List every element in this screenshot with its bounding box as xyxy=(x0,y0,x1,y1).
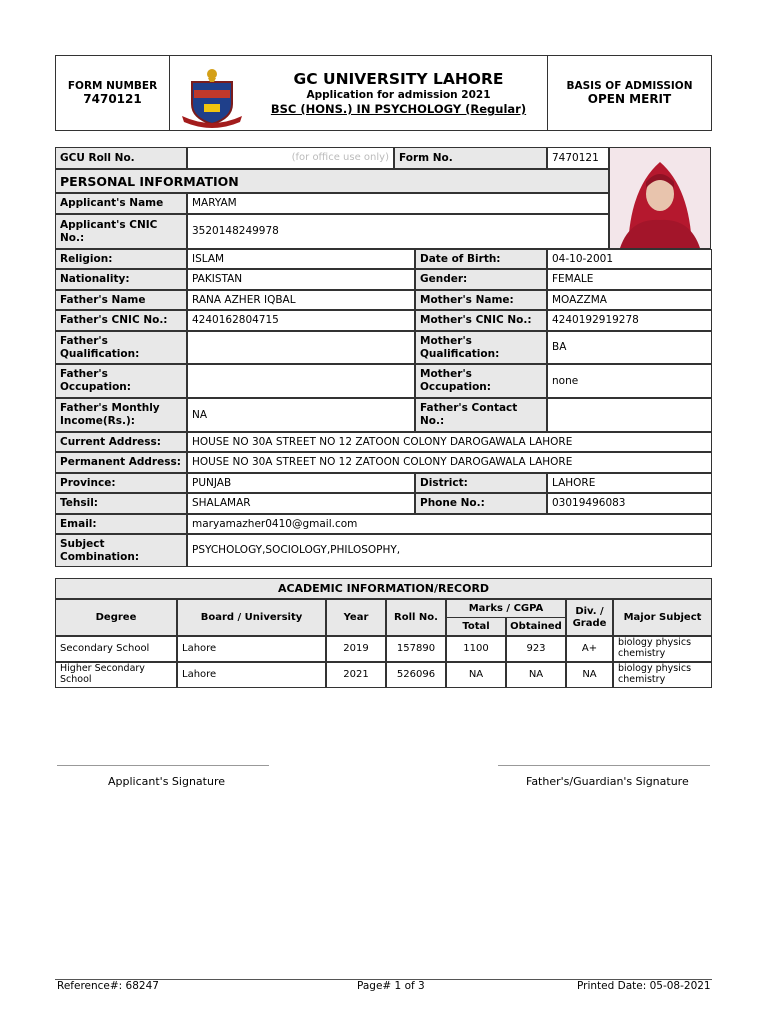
university-logo xyxy=(170,56,250,130)
applicant-name-value: MARYAM xyxy=(187,193,609,214)
major-cell: biology physics chemistry xyxy=(613,636,712,662)
mother-qualification-value: BA xyxy=(547,331,712,364)
degree-cell: Higher Secondary School xyxy=(55,662,177,688)
division-cell: NA xyxy=(566,662,613,688)
basis-value: OPEN MERIT xyxy=(587,92,672,106)
applicant-cnic-value: 3520148249978 xyxy=(187,214,609,249)
father-occupation-label: Father's Occupation: xyxy=(55,364,187,398)
mother-qualification-label: Mother's Qualification: xyxy=(415,331,547,364)
year-cell: 2021 xyxy=(326,662,386,688)
father-cnic-value: 4240162804715 xyxy=(187,310,415,331)
dob-value: 04-10-2001 xyxy=(547,249,712,269)
section-title: PERSONAL INFORMATION xyxy=(55,169,609,193)
roll-cell: 157890 xyxy=(386,636,446,662)
program-name: BSC (HONS.) IN PSYCHOLOGY (Regular) xyxy=(270,102,527,116)
email-value: maryamazher0410@gmail.com xyxy=(187,514,712,534)
father-name-label: Father's Name xyxy=(55,290,187,310)
obtained-cell: 923 xyxy=(506,636,566,662)
subject-combination-label: Subject Combination: xyxy=(55,534,187,567)
university-name: GC UNIVERSITY LAHORE xyxy=(293,70,504,88)
province-label: Province: xyxy=(55,473,187,493)
university-crest-icon xyxy=(178,60,246,128)
father-contact-value xyxy=(547,398,712,432)
father-cnic-label: Father's CNIC No.: xyxy=(55,310,187,331)
col-obtained: Obtained xyxy=(506,617,566,636)
father-income-label: Father's Monthly Income(Rs.): xyxy=(55,398,187,432)
mother-cnic-label: Mother's CNIC No.: xyxy=(415,310,547,331)
col-division: Div. / Grade xyxy=(566,599,613,636)
col-marks: Marks / CGPA xyxy=(446,599,566,618)
col-roll: Roll No. xyxy=(386,599,446,636)
degree-cell: Secondary School xyxy=(55,636,177,662)
father-income-value: NA xyxy=(187,398,415,432)
nationality-label: Nationality: xyxy=(55,269,187,290)
col-degree: Degree xyxy=(55,599,177,636)
religion-label: Religion: xyxy=(55,249,187,269)
col-year: Year xyxy=(326,599,386,636)
district-value: LAHORE xyxy=(547,473,712,493)
year-cell: 2019 xyxy=(326,636,386,662)
mother-occupation-value: none xyxy=(547,364,712,398)
col-total: Total xyxy=(446,617,506,636)
mother-name-value: MOAZZMA xyxy=(547,290,712,310)
form-header xyxy=(55,55,712,131)
total-cell: 1100 xyxy=(446,636,506,662)
application-year: Application for admission 2021 xyxy=(306,89,491,101)
university-title-box xyxy=(250,56,548,130)
father-qualification-label: Father's Qualification: xyxy=(55,331,187,364)
applicant-name-label: Applicant's Name xyxy=(55,193,187,214)
tehsil-value: SHALAMAR xyxy=(187,493,415,514)
gender-value: FEMALE xyxy=(547,269,712,290)
academic-title: ACADEMIC INFORMATION/RECORD xyxy=(55,578,712,599)
subject-combination-value: PSYCHOLOGY,SOCIOLOGY,PHILOSOPHY, xyxy=(187,534,712,567)
mother-occupation-label: Mother's Occupation: xyxy=(415,364,547,398)
guardian-signature-line xyxy=(498,765,710,766)
religion-value: ISLAM xyxy=(187,249,415,269)
gcu-roll-label: GCU Roll No. xyxy=(55,147,187,169)
guardian-signature-label: Father's/Guardian's Signature xyxy=(526,775,689,788)
board-cell: Lahore xyxy=(177,636,326,662)
current-address-label: Current Address: xyxy=(55,432,187,452)
printed-date: Printed Date: 05-08-2021 xyxy=(577,980,711,992)
roll-cell: 526096 xyxy=(386,662,446,688)
reference-number: Reference#: 68247 xyxy=(57,980,159,992)
applicant-photo xyxy=(609,147,711,249)
table-row xyxy=(55,636,712,662)
form-number-value: 7470121 xyxy=(83,92,142,106)
applicant-cnic-label: Applicant's CNIC No.: xyxy=(55,214,187,249)
father-name-value: RANA AZHER IQBAL xyxy=(187,290,415,310)
email-label: Email: xyxy=(55,514,187,534)
form-number-box xyxy=(56,56,170,130)
current-address-value: HOUSE NO 30A STREET NO 12 ZATOON COLONY DAROGAWALA LAHORE xyxy=(187,432,712,452)
obtained-cell: NA xyxy=(506,662,566,688)
division-cell: A+ xyxy=(566,636,613,662)
total-cell: NA xyxy=(446,662,506,688)
father-qualification-value xyxy=(187,331,415,364)
district-label: District: xyxy=(415,473,547,493)
board-cell: Lahore xyxy=(177,662,326,688)
col-major-subject: Major Subject xyxy=(613,599,712,636)
form-no-label: Form No. xyxy=(394,147,547,169)
mother-cnic-value: 4240192919278 xyxy=(547,310,712,331)
gcu-roll-hint: (for office use only) xyxy=(187,147,394,169)
permanent-address-label: Permanent Address: xyxy=(55,452,187,473)
form-no-value: 7470121 xyxy=(547,147,609,169)
permanent-address-value: HOUSE NO 30A STREET NO 12 ZATOON COLONY DAROGAWALA LAHORE xyxy=(187,452,712,473)
applicant-photo-image xyxy=(610,148,710,248)
major-cell: biology physics chemistry xyxy=(613,662,712,688)
basis-of-admission-box xyxy=(548,56,711,130)
page-number: Page# 1 of 3 xyxy=(357,980,425,992)
phone-value: 03019496083 xyxy=(547,493,712,514)
gender-label: Gender: xyxy=(415,269,547,290)
applicant-signature-label: Applicant's Signature xyxy=(108,775,225,788)
province-value: PUNJAB xyxy=(187,473,415,493)
applicant-signature-line xyxy=(57,765,269,766)
mother-name-label: Mother's Name: xyxy=(415,290,547,310)
father-occupation-value xyxy=(187,364,415,398)
table-row xyxy=(55,662,712,688)
dob-label: Date of Birth: xyxy=(415,249,547,269)
phone-label: Phone No.: xyxy=(415,493,547,514)
form-number-label: FORM NUMBER xyxy=(67,80,158,92)
father-contact-label: Father's Contact No.: xyxy=(415,398,547,432)
nationality-value: PAKISTAN xyxy=(187,269,415,290)
basis-label: BASIS OF ADMISSION xyxy=(566,80,693,92)
tehsil-label: Tehsil: xyxy=(55,493,187,514)
col-board: Board / University xyxy=(177,599,326,636)
